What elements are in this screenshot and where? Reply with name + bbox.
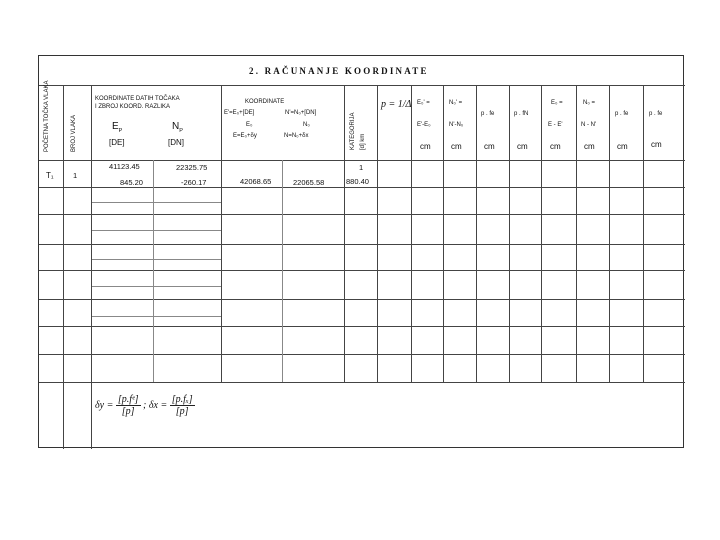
row-line xyxy=(39,326,685,327)
formula-dy: δy = xyxy=(95,399,114,411)
header-kategorija: KATEGORIJA xyxy=(350,112,356,150)
header-n-line3: N=N₀+δx xyxy=(284,133,309,139)
header-pocetna-tocka: POČETNA TOČKA VLAKA xyxy=(44,80,50,152)
header-col-n1: N₀' = xyxy=(449,100,463,106)
row-e-coord: 42068.65 xyxy=(240,177,272,186)
formula-dx: ; δx = xyxy=(143,399,168,411)
header-col-n1-sub: N'-N₀ xyxy=(449,122,464,128)
header-e-line3: E=E₀+δy xyxy=(233,133,257,139)
col-line xyxy=(91,85,92,449)
col-line xyxy=(153,160,154,382)
form-title: 2. RAČUNANJE KOORDINATE xyxy=(249,66,429,76)
row-line xyxy=(39,244,685,245)
cm-label: cm xyxy=(451,142,462,151)
row-line xyxy=(39,270,685,271)
header-pfe2: p . fe xyxy=(615,111,629,117)
row-line xyxy=(39,187,685,188)
row-n-top: 22325.75 xyxy=(176,163,208,172)
row-kat-top: 1 xyxy=(359,163,364,172)
header-koordinate-datih: KOORDINATE DATIH TOČAKA xyxy=(95,96,180,102)
header-col-e1-sub: E'-E₀ xyxy=(417,122,431,128)
row-kat-bottom: 880.40 xyxy=(346,177,369,186)
col-line xyxy=(509,85,510,382)
header-col-e1: E₀' = xyxy=(417,100,430,106)
header-np-unit: [DN] xyxy=(168,138,184,147)
header-col-e2-sub: E - E' xyxy=(548,122,563,128)
header-kategorija-unit: [d] km xyxy=(360,133,366,150)
header-broj-vlaka: BROJ VLAKA xyxy=(71,114,77,152)
row-line xyxy=(91,230,221,231)
row-line xyxy=(91,286,221,287)
header-ep: $E_P$ xyxy=(112,121,123,134)
col-line xyxy=(377,85,378,382)
row-e-top: 41123.45 xyxy=(109,162,140,171)
formula-frac-x: $\frac{\text{[p.fₓ]}}{[p]}$ xyxy=(171,394,193,417)
col-line xyxy=(63,85,64,449)
cm-label: cm xyxy=(617,142,628,151)
row-line xyxy=(39,214,685,215)
row-tocka: T₁ xyxy=(46,171,54,180)
header-col-n2: N₀ = xyxy=(583,100,595,106)
header-pfn: p . fN xyxy=(514,111,529,117)
header-e-line2: E₀ xyxy=(246,122,253,128)
col-line xyxy=(443,85,444,382)
header-rho: p = 1/Δ xyxy=(381,99,412,110)
header-col-e2: E₀ = xyxy=(551,100,563,106)
col-line xyxy=(344,85,345,382)
formula-frac-y: $\frac{\text{[p.fᵉ]}}{[p]}$ xyxy=(117,394,139,417)
correction-formula xyxy=(95,394,195,417)
coordinate-form xyxy=(38,55,684,448)
header-np: $N_P$ xyxy=(172,121,183,134)
col-line xyxy=(411,85,412,382)
cm-label: cm xyxy=(584,142,595,151)
col-line xyxy=(576,85,577,382)
row-line xyxy=(91,259,221,260)
header-e-line1: E'=E₀+[DE] xyxy=(224,110,255,116)
header-pfe3: p . fe xyxy=(649,111,663,117)
row-e-bottom: 845.20 xyxy=(120,178,143,187)
col-line xyxy=(541,85,542,382)
row-line xyxy=(39,354,685,355)
row-line xyxy=(39,382,685,383)
col-line xyxy=(609,85,610,382)
col-line xyxy=(643,85,644,382)
row-n-coord: 22065.58 xyxy=(293,178,325,187)
row-vlak: 1 xyxy=(73,171,78,180)
col-line xyxy=(221,85,222,382)
header-pfe: p . fe xyxy=(481,111,495,117)
header-n-line1: N'=N₀+[DN] xyxy=(285,110,317,116)
row-line xyxy=(39,299,685,300)
cm-label: cm xyxy=(651,140,662,149)
header-bottom-line xyxy=(39,160,685,161)
header-koordinate: KOORDINATE xyxy=(245,99,285,105)
cm-label: cm xyxy=(484,142,495,151)
cm-label: cm xyxy=(550,142,561,151)
row-n-bottom: -260.17 xyxy=(181,178,207,187)
cm-label: cm xyxy=(420,142,431,151)
header-zbroj-koord: I ZBROJ KOORD. RAZLIKA xyxy=(95,104,171,110)
title-divider xyxy=(39,85,685,86)
col-line xyxy=(282,160,283,382)
col-line xyxy=(476,85,477,382)
header-ep-unit: [DE] xyxy=(109,138,125,147)
header-col-n2-sub: N - N' xyxy=(581,122,597,128)
row-line xyxy=(91,316,221,317)
header-n-line2: N₀ xyxy=(303,122,310,128)
cm-label: cm xyxy=(517,142,528,151)
row-line xyxy=(91,202,221,203)
